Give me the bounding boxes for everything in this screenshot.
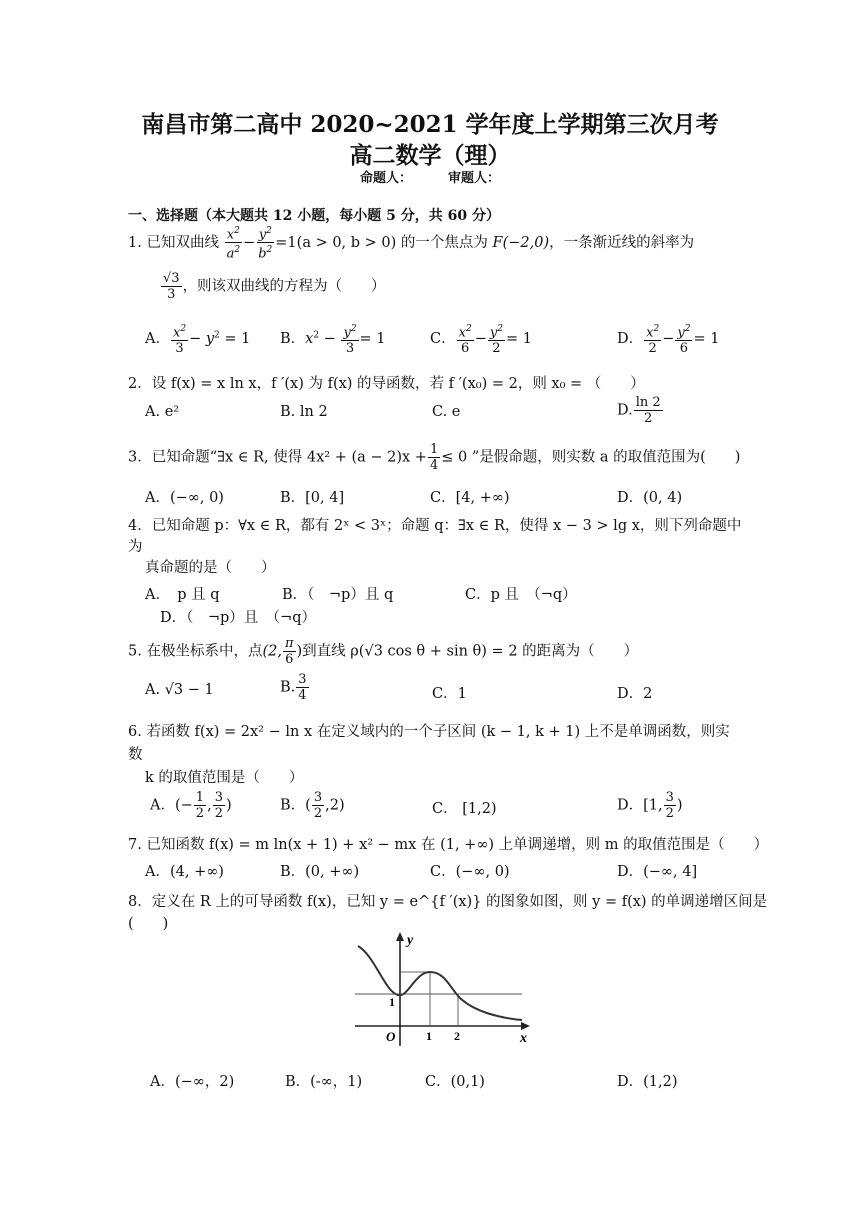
function-graph xyxy=(350,928,535,1053)
fraction: $\frac{√3}{3}$ xyxy=(163,271,180,302)
q4-option-d: D．（ ¬p）且 （¬q） xyxy=(160,610,316,626)
x-tick-1: 1 xyxy=(426,1029,432,1043)
q2-option-b: B. ln 2 xyxy=(280,404,328,420)
q2-option-c: C. e xyxy=(432,404,461,420)
question-8: 8．定义在 R 上的可导函数 f(x)，已知 y = e^{f ′(x)} 的图象如图，则 y = f(x) 的单调递增区间是 xyxy=(128,894,768,910)
q7-option-b: B．(0, +∞) xyxy=(280,864,360,880)
question-6-cont: k 的取值范围是（ ） xyxy=(145,770,304,786)
q3-option-d: D．(0, 4) xyxy=(617,490,683,506)
q7-option-c: C．(−∞, 0) xyxy=(430,864,510,880)
q1-option-d: D． $\frac{x^2}{2}$ − $\frac{y^2}{6}$ = 1 xyxy=(617,324,720,357)
q2-option-a: A. e² xyxy=(145,404,180,420)
question-7: 7. 已知函数 f(x) = m ln(x + 1) + x² − mx 在 (1, +∞) 上单调递增，则 m 的取值范围是（ ） xyxy=(128,837,769,853)
q1-focus: F(−2,0) xyxy=(492,234,550,251)
q4-option-a: A． p 且 q xyxy=(145,587,220,603)
x-tick-2: 2 xyxy=(454,1029,460,1043)
q8-option-b: B．(-∞，1) xyxy=(285,1074,363,1090)
x-label: x xyxy=(520,1031,527,1046)
question-4-wrap: 为 xyxy=(128,539,143,555)
q5-option-c: C．1 xyxy=(432,686,467,702)
question-8-cont: ( ) xyxy=(128,916,169,932)
reviewer-label: 审题人： xyxy=(448,171,501,186)
q8-option-a: A．(−∞，2) xyxy=(150,1074,235,1090)
question-4: 4．已知命题 p：∀x ∈ R，都有 2ˣ < 3ˣ；命题 q：∃x ∈ R，使得 x − 3 > lg x，则下列命题中 xyxy=(128,518,742,534)
setter-label: 命题人： xyxy=(359,171,412,186)
exam-subtitle: 高二数学（理） xyxy=(349,142,511,169)
question-1: 1. 已知双曲线 $\frac{x^2}{a^2}$ − $\frac{y^2}{b^2}$ =1(a > 0, b > 0) 的一个焦点为 F(−2,0)，一条渐近线的斜率为 xyxy=(128,226,695,262)
question-1-cont xyxy=(160,271,386,302)
q1-option-c: C． $\frac{x^2}{6}$ − $\frac{y^2}{2}$ = 1 xyxy=(430,324,532,357)
q6-option-c: C． [1,2) xyxy=(432,801,497,817)
y-label: y xyxy=(407,933,414,948)
q6-option-d: D．[1, $\frac{3}{2}$ ) xyxy=(617,790,683,821)
y-tick-1: 1 xyxy=(389,995,395,1009)
q4-option-b: B．（ ¬p）且 q xyxy=(282,587,394,603)
origin-label: O xyxy=(386,1029,396,1044)
curve xyxy=(358,946,522,1020)
q5-option-b: B. $\frac{3}{4}$ xyxy=(280,672,307,703)
exam-title: 南昌市第二高中 2020~2021 学年度上学期第三次月考 xyxy=(141,111,719,138)
question-6: 6. 若函数 f(x) = 2x² − ln x 在定义域内的一个子区间 (k − 1, k + 1) 上不是单调函数，则实 xyxy=(128,724,730,740)
question-3: 3．已知命题“∃x ∈ R, 使得 4x² + (a − 2)x + $\frac{1}{4}$ ≤ 0 ”是假命题，则实数 a 的取值范围为( ) xyxy=(128,442,741,473)
q6-option-a: A．(− $\frac{1}{2}$ , $\frac{3}{2}$ ) xyxy=(150,790,232,821)
q1-text-d: ，则该双曲线的方程为（ ） xyxy=(182,278,386,295)
q1-text-a: 1. 已知双曲线 xyxy=(128,234,219,251)
q1-option-b: B．$x^2$ − $\frac{y^2}{3}$ = 1 xyxy=(280,324,386,357)
q1-text-c: ，一条渐近线的斜率为 xyxy=(549,234,695,251)
q1-option-a: A． $\frac{x^2}{3}$ − $y^2 = 1$ xyxy=(145,324,251,357)
q6-option-b: B．( $\frac{3}{2}$ ,2) xyxy=(280,790,345,821)
q1-text-b: 的一个焦点为 xyxy=(400,234,488,251)
q2-option-d: D. $\frac{\ln 2}{2}$ xyxy=(617,395,661,426)
author-line xyxy=(0,167,860,186)
q3-option-a: A．(−∞, 0) xyxy=(145,490,224,506)
q3-option-c: C．[4, +∞) xyxy=(430,490,510,506)
q5-option-a: A. √3 − 1 xyxy=(145,682,214,698)
q5-option-d: D．2 xyxy=(617,686,653,702)
x-axis-arrow xyxy=(521,1022,530,1030)
question-5: 5. 在极坐标系中，点(2, $\frac{\pi}{6}$ )到直线 ρ(√3 cos θ + sin θ) = 2 的距离为（ ） xyxy=(128,636,639,667)
q7-option-a: A．(4, +∞) xyxy=(145,864,224,880)
fraction: $\frac{x^2}{a^2}$ xyxy=(226,226,241,262)
q3-option-b: B．[0, 4] xyxy=(280,490,345,506)
y-axis-arrow xyxy=(396,932,404,941)
section-heading: 一、选择题（本大题共 12 小题，每小题 5 分，共 60 分） xyxy=(128,208,500,224)
question-2: 2．设 f(x) = x ln x，f ′(x) 为 f(x) 的导函数，若 f ′(x₀) = 2，则 x₀ = （ ） xyxy=(128,376,645,392)
question-6-wrap: 数 xyxy=(128,747,143,763)
q8-option-d: D．(1,2) xyxy=(617,1074,678,1090)
fraction: $\frac{y^2}{b^2}$ xyxy=(258,226,273,262)
q1-cond: =1(a > 0, b > 0) xyxy=(275,234,397,251)
q8-option-c: C．(0,1) xyxy=(425,1074,485,1090)
question-4-cont: 真命题的是（ ） xyxy=(145,560,276,576)
q7-option-d: D．(−∞, 4] xyxy=(617,864,698,880)
q4-option-c: C．p 且 （¬q） xyxy=(465,587,577,603)
